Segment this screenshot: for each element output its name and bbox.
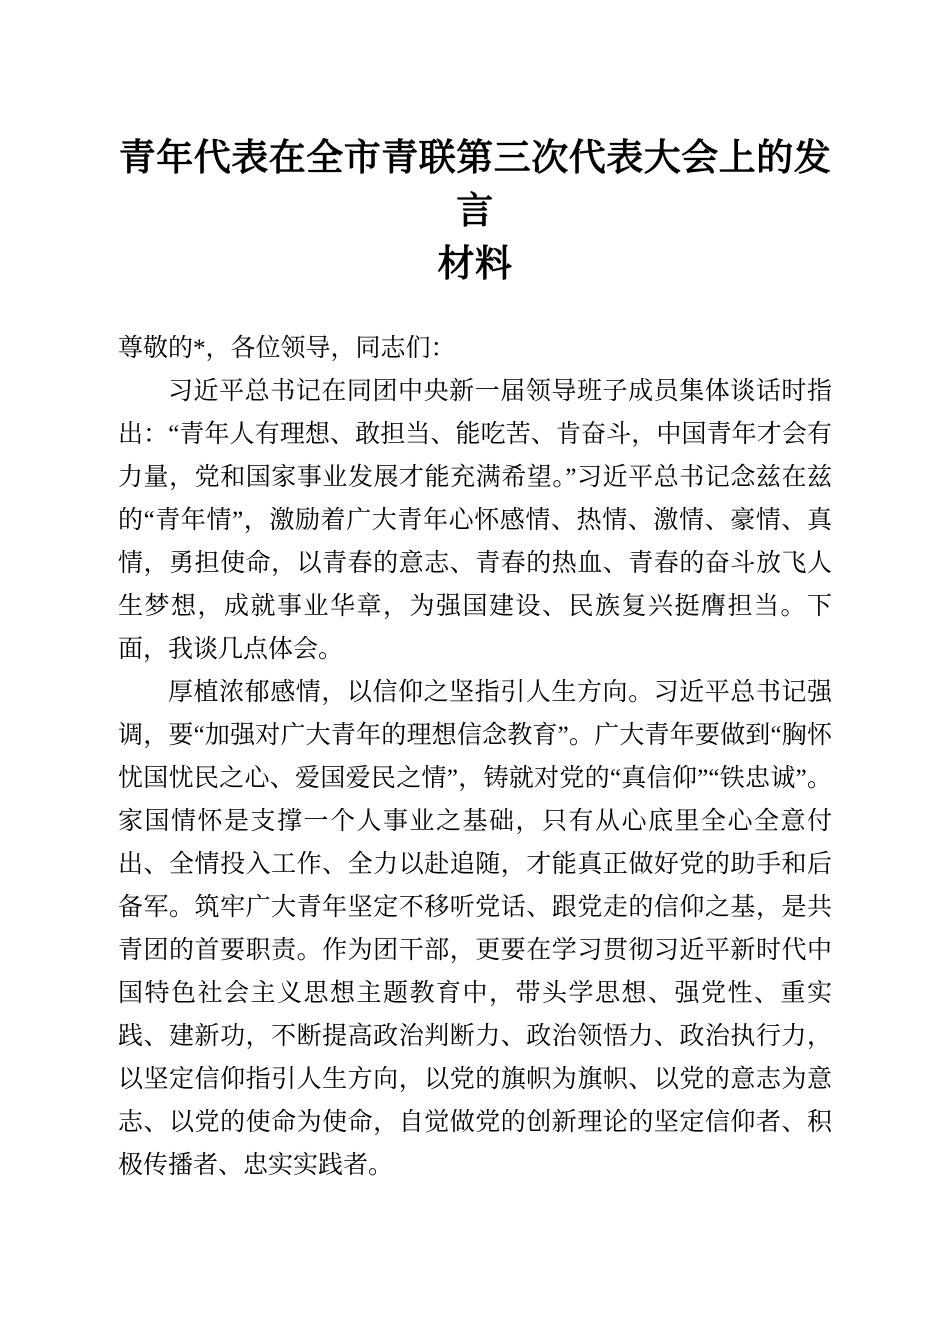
document-title-line-1: 青年代表在全市青联第三次代表大会上的发言 bbox=[118, 138, 832, 232]
document-title bbox=[118, 132, 832, 291]
salutation: 尊敬的*，各位领导，同志们： bbox=[118, 335, 456, 362]
paragraph-2: 厚植浓郁感情，以信仰之坚指引人生方向。习近平总书记强调，要“加强对广大青年的理想信念教育”。广大青年要做到“胸怀忧国忧民之心、爱国爱民之情”，铸就对党的“真信仰”“铁忠诚”。家国情怀是支撑一个人事业之基础，只有从心底里全心全意付出、全情投入工作、全力以赴追随，才能真正做好党的助手和后备军。筑牢广大青年坚定不移听党话、跟党走的信仰之基，是共青团的首要职责。作为团干部，更要在学习贯彻习近平新时代中国特色社会主义思想主题教育中，带头学思想、强党性、重实践、建新功，不断提高政治判断力、政治领悟力、政治执行力，以坚定信仰指引人生方向，以党的旗帜为旗帜、以党的意志为意志、以党的使命为使命，自觉做党的创新理论的坚定信仰者、积极传播者、忠实实践者。 bbox=[118, 679, 832, 1179]
document-body bbox=[118, 327, 832, 1187]
paragraph-1: 习近平总书记在同团中央新一届领导班子成员集体谈话时指出：“青年人有理想、敢担当、能吃苦、肯奋斗，中国青年才会有力量，党和国家事业发展才能充满希望。”习近平总书记念兹在兹的“青年情”，激励着广大青年心怀感情、热情、激情、豪情、真情，勇担使命，以青春的意志、青春的热血、青春的奋斗放飞人生梦想，成就事业华章，为强国建设、民族复兴挺膺担当。下面，我谈几点体会。 bbox=[118, 378, 832, 663]
document-title-line-2: 材料 bbox=[437, 244, 513, 285]
